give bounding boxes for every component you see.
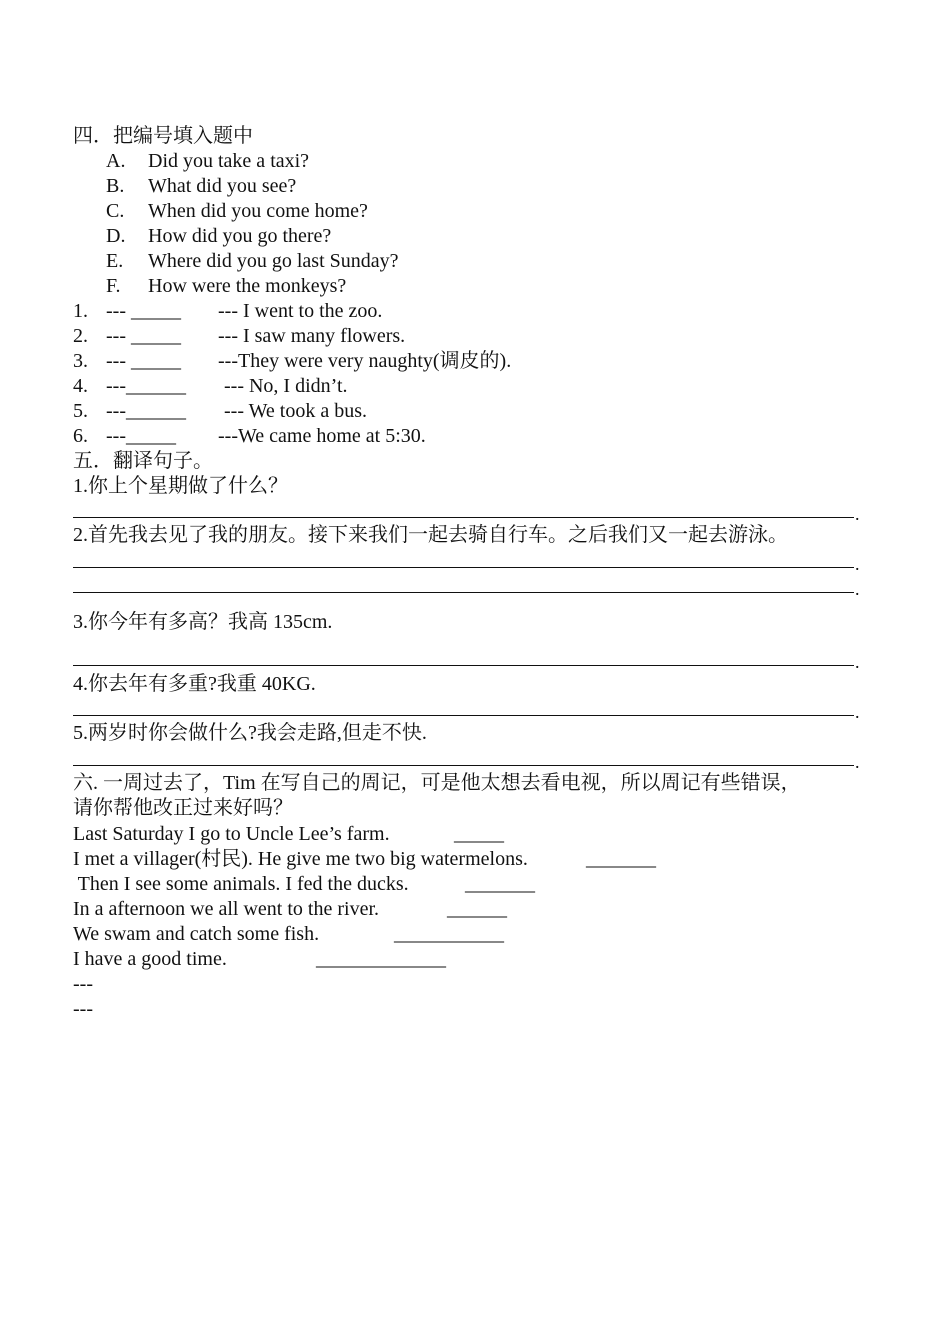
option-letter: B. — [106, 175, 125, 197]
correction-blank[interactable]: _____ — [454, 823, 504, 845]
answer-blank[interactable]: ---______ — [106, 375, 186, 397]
question-answer: --- We took a bus. — [224, 400, 367, 422]
answer-line[interactable] — [73, 765, 854, 766]
correction-blank[interactable]: _______ — [465, 873, 535, 895]
answer-blank[interactable]: --- _____ — [106, 325, 181, 347]
section4-heading: 四．把编号填入题中 — [73, 125, 253, 147]
option-letter: F. — [106, 275, 121, 297]
diary-sentence: Then I see some animals. I fed the ducks. — [73, 873, 409, 895]
line-end-mark: . — [855, 579, 860, 599]
diary-sentence: In a afternoon we all went to the river. — [73, 898, 379, 920]
answer-line[interactable] — [73, 665, 854, 666]
answer-blank[interactable]: --- _____ — [106, 300, 181, 322]
line-end-mark: . — [855, 504, 860, 524]
option-letter: A. — [106, 150, 126, 172]
option-letter: E. — [106, 250, 124, 272]
diary-sentence: I have a good time. — [73, 948, 227, 970]
translation-prompt: 4.你去年有多重?我重 40KG. — [73, 673, 316, 695]
correction-blank[interactable]: ___________ — [394, 923, 504, 945]
question-answer: --- I went to the zoo. — [218, 300, 383, 322]
line-end-mark: . — [855, 554, 860, 574]
correction-blank[interactable]: _____________ — [316, 948, 446, 970]
question-number: 1. — [73, 300, 88, 322]
line-end-mark: . — [855, 752, 860, 772]
option-text: When did you come home? — [148, 200, 368, 222]
option-letter: C. — [106, 200, 125, 222]
section5-heading: 五．翻译句子。 — [73, 450, 213, 472]
section6-heading-cont: 请你帮他改正过来好吗？ — [73, 797, 293, 819]
translation-prompt: 5.两岁时你会做什么?我会走路,但走不快. — [73, 722, 427, 744]
answer-line[interactable] — [73, 517, 854, 518]
translation-prompt: 1.你上个星期做了什么？ — [73, 475, 288, 497]
diary-sentence: I met a villager(村民). He give me two big watermelons. — [73, 848, 528, 870]
diary-sentence: We swam and catch some fish. — [73, 923, 320, 945]
answer-blank[interactable]: --- _____ — [106, 350, 181, 372]
answer-line[interactable] — [73, 715, 854, 716]
option-text: What did you see? — [148, 175, 297, 197]
question-number: 4. — [73, 375, 88, 397]
trailing-dashes: --- — [73, 973, 93, 995]
correction-blank[interactable]: ______ — [447, 898, 507, 920]
line-end-mark: . — [855, 702, 860, 722]
diary-sentence: Last Saturday I go to Uncle Lee’s farm. — [73, 823, 390, 845]
question-answer: --- No, I didn’t. — [224, 375, 348, 397]
answer-blank[interactable]: ---______ — [106, 400, 186, 422]
question-answer: --- I saw many flowers. — [218, 325, 406, 347]
translation-prompt: 3.你今年有多高？我高 135cm. — [73, 611, 333, 633]
question-number: 2. — [73, 325, 88, 347]
translation-prompt: 2.首先我去见了我的朋友。接下来我们一起去骑自行车。之后我们又一起去游泳。 — [73, 524, 788, 546]
option-text: Where did you go last Sunday? — [148, 250, 399, 272]
correction-blank[interactable]: _______ — [586, 848, 656, 870]
question-answer: ---We came home at 5:30. — [218, 425, 426, 447]
option-text: Did you take a taxi? — [148, 150, 310, 172]
answer-blank[interactable]: ---_____ — [106, 425, 176, 447]
option-text: How were the monkeys? — [148, 275, 347, 297]
line-end-mark: . — [855, 652, 860, 672]
question-number: 5. — [73, 400, 88, 422]
section6-heading: 六. 一周过去了，Tim 在写自己的周记，可是他太想去看电视，所以周记有些错误， — [73, 772, 801, 794]
option-text: How did you go there? — [148, 225, 332, 247]
answer-line[interactable] — [73, 592, 854, 593]
trailing-dashes: --- — [73, 998, 93, 1020]
question-number: 3. — [73, 350, 88, 372]
question-number: 6. — [73, 425, 88, 447]
question-answer: ---They were very naughty(调皮的). — [218, 350, 512, 372]
option-letter: D. — [106, 225, 126, 247]
answer-line[interactable] — [73, 567, 854, 568]
